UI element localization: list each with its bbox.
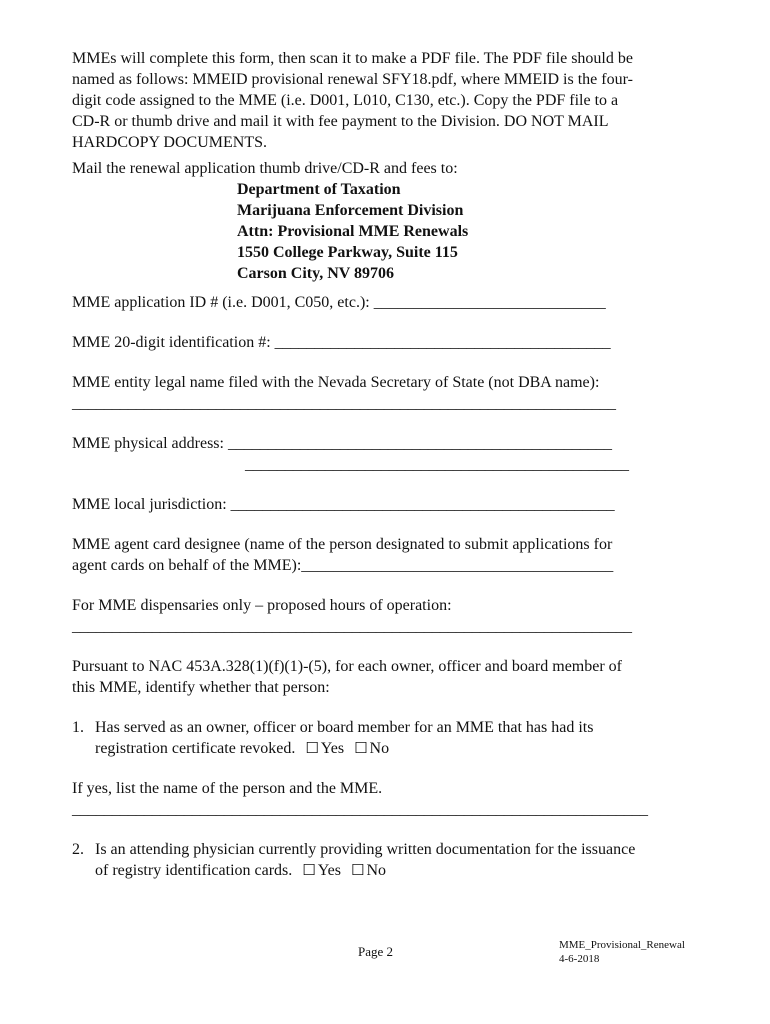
- question-number: 2.: [72, 841, 84, 858]
- question-2: [72, 839, 702, 881]
- physical-address-label: MME physical address: ________________________________________________: [72, 435, 612, 452]
- question-text-end: registration certificate revoked.: [95, 740, 296, 757]
- app-id-label: MME application ID # (i.e. D001, C050, etc.): _____________________________: [72, 294, 606, 311]
- no-checkbox[interactable]: ☐: [351, 861, 365, 879]
- address-line: Attn: Provisional MME Renewals: [237, 223, 469, 240]
- address-line: Marijuana Enforcement Division: [237, 202, 464, 219]
- yes-label: Yes: [320, 740, 345, 757]
- no-checkbox[interactable]: ☐: [354, 739, 368, 757]
- jurisdiction-field[interactable]: [72, 494, 702, 515]
- hours-label: For MME dispensaries only – proposed hours of operation:: [72, 597, 452, 614]
- question-text-end: of registry identification cards.: [95, 862, 293, 879]
- physical-address-line2: ________________________________________________: [245, 456, 629, 473]
- address-line: Carson City, NV 89706: [237, 265, 395, 282]
- question-text: Is an attending physician currently providing written documentation for the issuance: [95, 841, 636, 858]
- agent-designee-line: agent cards on behalf of the MME):_______________________________________: [72, 557, 614, 574]
- jurisdiction-label: MME local jurisdiction: ________________________________________________: [72, 496, 615, 513]
- legal-name-line: ____________________________________________________________________: [72, 395, 616, 412]
- mail-label: Mail the renewal application thumb drive/CD-R and fees to:: [72, 160, 458, 177]
- yes-label: Yes: [317, 862, 341, 879]
- question-number: 1.: [72, 719, 84, 736]
- document-id: [559, 938, 685, 966]
- question-1: [72, 717, 702, 759]
- if-yes-label: If yes, list the name of the person and the MME.: [72, 780, 383, 797]
- intro-line: HARDCOPY DOCUMENTS.: [72, 134, 267, 151]
- form-page: [72, 48, 702, 881]
- agent-designee-field[interactable]: [72, 534, 702, 576]
- hours-line: ______________________________________________________________________: [72, 618, 632, 635]
- mailing-address: [237, 179, 702, 284]
- physical-address-field[interactable]: [72, 433, 702, 475]
- intro-line: named as follows: MMEID provisional renewal SFY18.pdf, where MMEID is the four-: [72, 71, 633, 88]
- nac-line: this MME, identify whether that person:: [72, 679, 330, 696]
- question-text-line2: [95, 738, 593, 759]
- identification-label: MME 20-digit identification #: __________________________________________: [72, 334, 611, 351]
- intro-line: MMEs will complete this form, then scan it to make a PDF file. The PDF file should be: [72, 50, 633, 67]
- intro-line: digit code assigned to the MME (i.e. D001, L010, C130, etc.). Copy the PDF file to a: [72, 92, 619, 109]
- if-yes-line: ________________________________________________________________________: [72, 801, 648, 818]
- identification-field[interactable]: [72, 332, 702, 353]
- page-number: Page 2: [358, 944, 394, 959]
- question-text-line2: [95, 860, 635, 881]
- nac-paragraph: [72, 656, 702, 698]
- legal-name-field[interactable]: [72, 372, 702, 414]
- legal-name-label: MME entity legal name filed with the Nevada Secretary of State (not DBA name):: [72, 374, 600, 391]
- address-line: Department of Taxation: [237, 181, 401, 198]
- app-id-field[interactable]: [72, 292, 702, 313]
- intro-line: CD-R or thumb drive and mail it with fee payment to the Division. DO NOT MAIL: [72, 113, 609, 130]
- nac-line: Pursuant to NAC 453A.328(1)(f)(1)-(5), for each owner, officer and board member of: [72, 658, 622, 675]
- intro-paragraph: [72, 48, 702, 153]
- no-label: No: [366, 862, 387, 879]
- yes-checkbox[interactable]: ☐: [305, 739, 319, 757]
- address-line: 1550 College Parkway, Suite 115: [237, 244, 458, 261]
- question-text: Has served as an owner, officer or board member for an MME that has had its: [95, 719, 594, 736]
- document-date: 4-6-2018: [559, 953, 600, 965]
- document-name: MME_Provisional_Renewal: [559, 939, 685, 951]
- agent-designee-label: MME agent card designee (name of the person designated to submit applications for: [72, 536, 613, 553]
- no-label: No: [369, 740, 390, 757]
- hours-field[interactable]: [72, 595, 702, 637]
- if-yes-field[interactable]: [72, 778, 702, 820]
- yes-checkbox[interactable]: ☐: [302, 861, 316, 879]
